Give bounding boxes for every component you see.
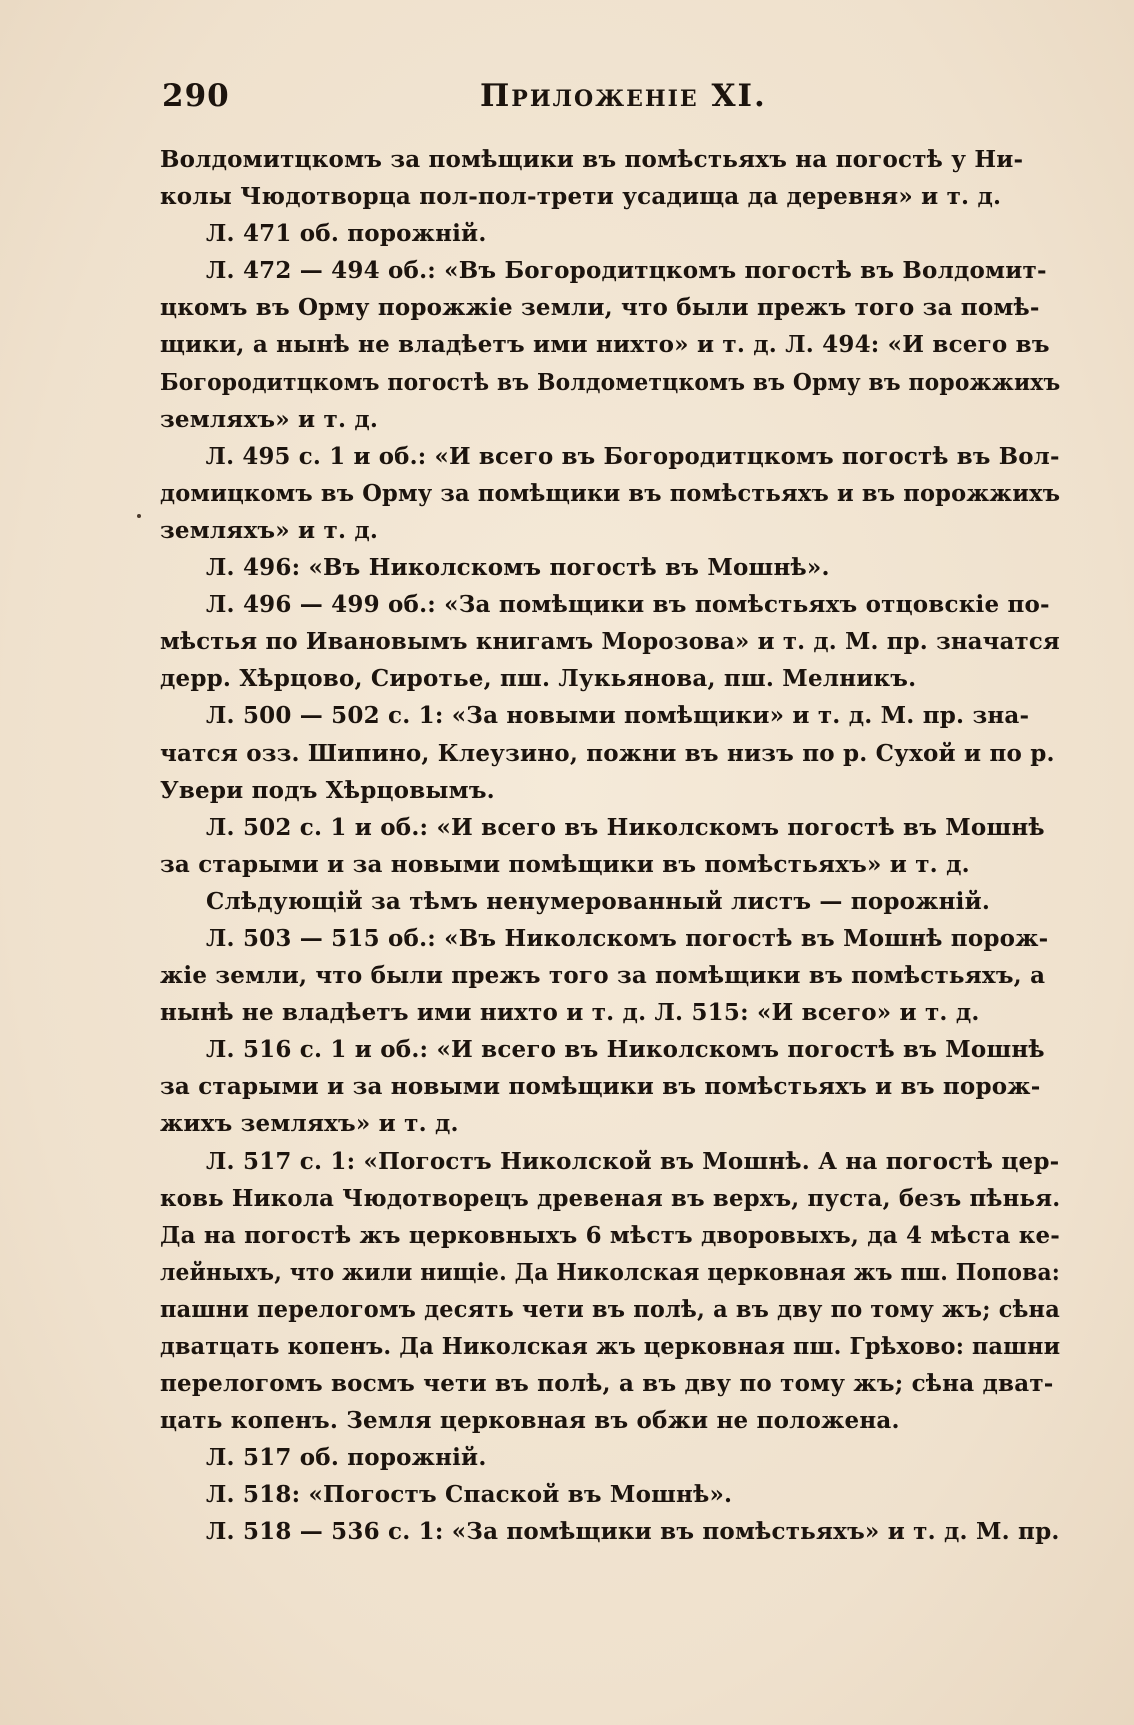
text-line: щики, а нынѣ не владѣетъ ими нихто» и т. д. Л. 494: «И всего въ	[160, 331, 1050, 359]
text-line: Л. 496 — 499 об.: «За помѣщики въ помѣстьяхъ отцовскіе по-	[206, 591, 1050, 619]
text-line: Л. 503 — 515 об.: «Въ Николскомъ погостѣ въ Мошнѣ порож-	[206, 924, 1049, 952]
text-line: пашни перелогомъ десять чети въ полѣ, а въ дву по тому жъ; сѣна	[160, 1295, 1060, 1323]
text-line: Богородитцкомъ погостѣ въ Волдометцкомъ въ Орму въ порожжихъ	[160, 368, 1061, 396]
ink-speck	[137, 514, 141, 518]
text-line: домицкомъ въ Орму за помѣщики въ помѣстьяхъ и въ порожжихъ	[160, 479, 1061, 507]
text-line: ковь Никола Чюдотворецъ древеная въ верхъ, пуста, безъ пѣнья.	[160, 1184, 1061, 1212]
text-line: Увери подъ Хѣрцовымъ.	[160, 776, 495, 804]
text-line: Л. 518: «Погостъ Спаской въ Мошнѣ».	[206, 1481, 733, 1509]
text-line: мѣстья по Ивановымъ книгамъ Морозова» и т. д. М. пр. значатся	[160, 628, 1060, 656]
text-line: колы Чюдотворца пол-пол-трети усадища да деревня» и т. д.	[160, 183, 1002, 211]
text-line: за старыми и за новыми помѣщики въ помѣстьяхъ» и т. д.	[160, 850, 970, 878]
text-line: Л. 518 — 536 с. 1: «За помѣщики въ помѣстьяхъ» и т. д. М. пр.	[206, 1518, 1060, 1546]
body-text	[160, 141, 1060, 1551]
text-line: Слѣдующій за тѣмъ ненумерованный листъ — порожній.	[206, 887, 991, 915]
text-line: жіе земли, что были прежъ того за помѣщики въ помѣстьяхъ, а	[160, 962, 1046, 990]
text-line: Л. 500 — 502 с. 1: «За новыми помѣщики» и т. д. М. пр. зна-	[206, 702, 1030, 730]
text-line: лейныхъ, что жили нищіе. Да Николская церковная жъ пш. Попова:	[160, 1258, 1060, 1286]
text-line: дватцать копенъ. Да Николская жъ церковная пш. Грѣхово: пашни	[160, 1333, 1061, 1360]
text-line: за старыми и за новыми помѣщики въ помѣстьяхъ и въ порож-	[160, 1073, 1041, 1101]
page-number: 290	[162, 78, 230, 114]
text-line: цать копенъ. Земля церковная въ обжи не положена.	[160, 1407, 900, 1435]
text-line: жихъ земляхъ» и т. д.	[160, 1110, 459, 1138]
text-line: Л. 471 об. порожній.	[206, 220, 487, 248]
text-line: Волдомитцкомъ за помѣщики въ помѣстьяхъ на погостѣ у Ни-	[160, 146, 1024, 173]
text-line: Л. 472 — 494 об.: «Въ Богородитцкомъ погостѣ въ Волдомит-	[206, 257, 1047, 285]
text-line: Да на погостѣ жъ церковныхъ 6 мѣстъ дворовыхъ, да 4 мѣста ке-	[160, 1221, 1061, 1249]
text-line: земляхъ» и т. д.	[160, 405, 379, 433]
text-line: земляхъ» и т. д.	[160, 516, 379, 544]
text-line: нынѣ не владѣетъ ими нихто и т. д. Л. 515: «И всего» и т. д.	[160, 999, 980, 1027]
text-line: Л. 496: «Въ Николскомъ погостѣ въ Мошнѣ».	[206, 554, 830, 582]
text-line: цкомъ въ Орму порожжіе земли, что были прежъ того за помѣ-	[160, 294, 1040, 322]
text-line: дерр. Хѣрцово, Сиротье, пш. Лукьянова, пш. Мелникъ.	[160, 665, 917, 693]
text-line: Л. 517 с. 1: «Погостъ Николской въ Мошнѣ. А на погостѣ цер-	[206, 1147, 1060, 1175]
page-header	[160, 78, 980, 118]
running-title: Приложеніе XI.	[480, 78, 767, 114]
text-line: Л. 502 с. 1 и об.: «И всего въ Николскомъ погостѣ въ Мошнѣ	[206, 813, 1045, 841]
text-line: Л. 517 об. порожній.	[206, 1444, 487, 1472]
text-line: Л. 495 с. 1 и об.: «И всего въ Богородитцкомъ погостѣ въ Вол-	[205, 442, 1060, 470]
text-line: чатся озз. Шипино, Клеузино, пожни въ низъ по р. Сухой и по р.	[160, 739, 1055, 767]
text-line: Л. 516 с. 1 и об.: «И всего въ Николскомъ погостѣ въ Мошнѣ	[206, 1036, 1045, 1064]
text-line: перелогомъ восмъ чети въ полѣ, а въ дву по тому жъ; сѣна дват-	[160, 1370, 1054, 1398]
